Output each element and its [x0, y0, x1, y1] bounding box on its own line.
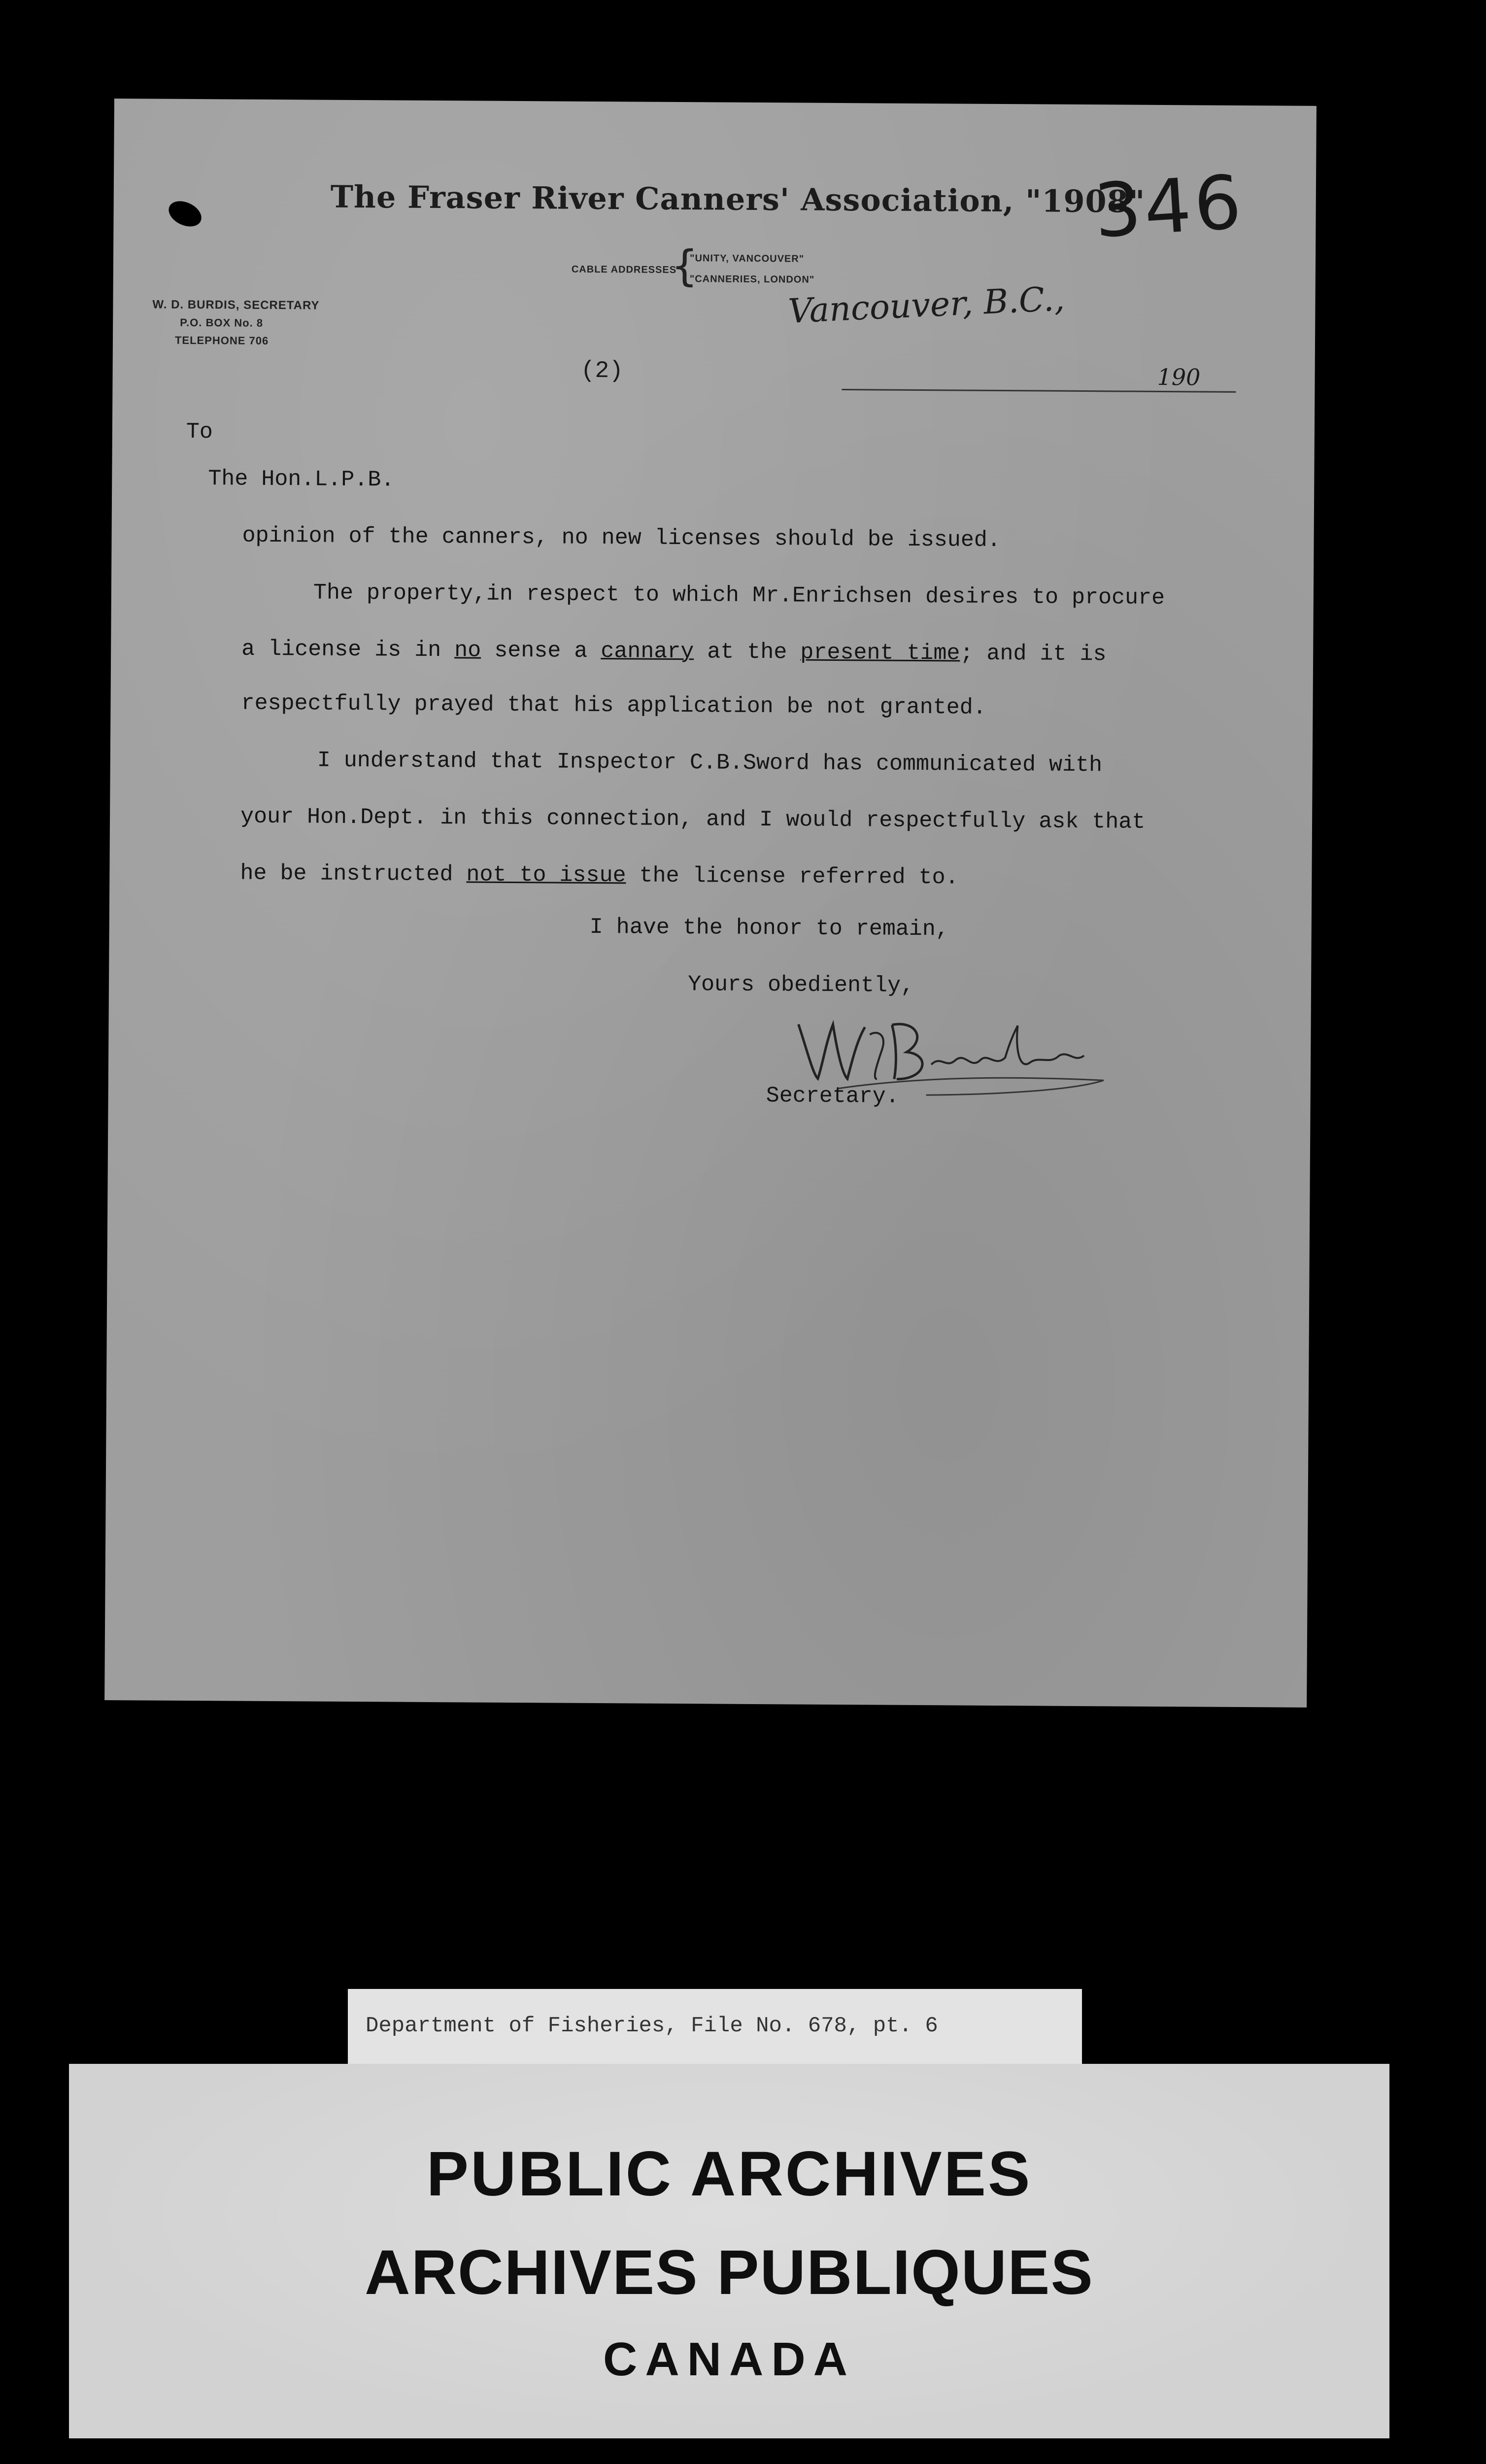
- underlined-present-time: present time: [800, 640, 960, 666]
- body-line-7-start: he be instructed: [240, 860, 467, 888]
- addressee: The Hon.L.P.B.: [208, 466, 395, 493]
- archives-card: [69, 2064, 1389, 2438]
- closing-line-2: Yours obediently,: [687, 972, 914, 998]
- signer-title: Secretary.: [766, 1083, 899, 1109]
- cable-address-2: "CANNERIES, LONDON": [689, 274, 815, 285]
- cable-address-label: CABLE ADDRESSES: [571, 264, 677, 275]
- body-line-3-end: ; and it is: [960, 641, 1107, 667]
- body-line-7-end: the license referred to.: [626, 863, 959, 890]
- sender-block: [152, 296, 320, 350]
- body-line-1: opinion of the canners, no new licenses should be issued.: [242, 523, 1001, 553]
- body-line-3-mid2: at the: [694, 639, 801, 665]
- sender-name: W. D. BURDIS, SECRETARY: [152, 298, 320, 312]
- punch-hole: [165, 196, 205, 232]
- cable-addresses: [690, 248, 815, 290]
- letter-page: [104, 99, 1317, 1708]
- body-line-2: The property,in respect to which Mr.Enrichsen desires to procure: [313, 580, 1165, 611]
- handwritten-page-number: 346: [1091, 159, 1247, 255]
- place-of-writing: Vancouver, B.C.,: [787, 279, 1066, 332]
- body-line-7: [240, 861, 959, 890]
- file-label: Department of Fisheries, File No. 678, pt. 6: [366, 2014, 938, 2038]
- sender-telephone: TELEPHONE 706: [174, 334, 269, 347]
- body-line-5: I understand that Inspector C.B.Sword has communicated with: [317, 748, 1103, 778]
- body-line-4: respectfully prayed that his application be not granted.: [241, 690, 986, 720]
- cable-address-1: "UNITY, VANCOUVER": [689, 253, 805, 265]
- archives-line-canada: CANADA: [603, 2333, 855, 2386]
- archives-line-public: PUBLIC ARCHIVES: [426, 2139, 1032, 2209]
- archives-line-publiques: ARCHIVES PUBLIQUES: [365, 2237, 1094, 2308]
- to-label: To: [186, 419, 213, 445]
- closing-line-1: I have the honor to remain,: [589, 914, 949, 942]
- body-line-6: your Hon.Dept. in this connection, and I would respectfully ask that: [240, 804, 1146, 835]
- date-year: 190: [1157, 363, 1201, 391]
- file-label-slip: [348, 1989, 1082, 2064]
- sender-po-box: P.O. BOX No. 8: [180, 316, 264, 329]
- body-line-3: [241, 637, 1107, 667]
- body-line-3-start: a license is in: [241, 636, 455, 663]
- body-line-3-mid1: sense a: [481, 638, 601, 664]
- underlined-no: no: [454, 638, 481, 663]
- page-sequence: (2): [580, 357, 624, 385]
- underlined-cannary: cannary: [601, 639, 694, 665]
- underlined-not-to-issue: not to issue: [466, 862, 626, 889]
- letterhead-title: The Fraser River Canners' Association, "1908": [330, 178, 1146, 220]
- cable-brace: {: [671, 241, 698, 291]
